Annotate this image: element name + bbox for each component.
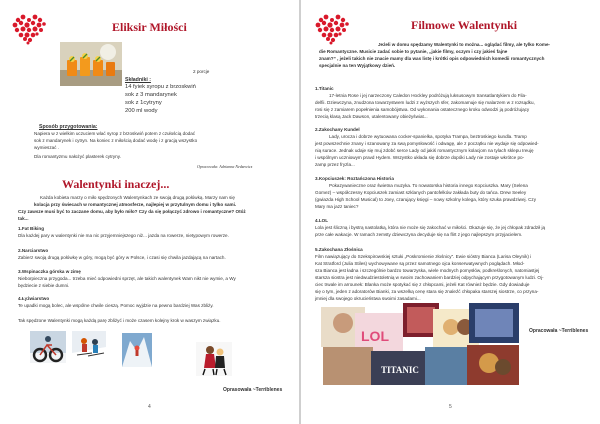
prep-line: Dla romantyzmu nałożyć plasterek cytryny.	[34, 154, 121, 159]
section-heading: 4.Łyżwiarstwo	[18, 296, 50, 301]
skating-photo	[196, 342, 232, 376]
section-heading: 1.Fat Biking	[18, 226, 45, 231]
film-line: Gomez) – współczesny Kopciuszek zamiast szklanych pantofelków zakłada buty do tańca. Drew Seeley	[315, 190, 527, 195]
film-line: zamp przez fryzla...	[315, 162, 355, 167]
film-line: jest powszechnie znany i szanowany za swą pomysłowość i odwagę, ale z początku nie wydaje się odpowied-	[315, 141, 539, 146]
heart-decoration	[6, 10, 52, 46]
prep-line: sok z mandarynek i cytryn. Na koniec z miłością dodać wodę i z gracją wszystko	[34, 138, 198, 143]
prep-line: Napiera w z wielkim uczuciem wlać syrop z brzoskwiń potem z czułością dodać	[34, 131, 196, 136]
section-line: będziecie z siebie dumni.	[18, 283, 70, 288]
section-heading: 2.Narciarstwo	[18, 248, 49, 253]
ingredient-4: 200 ml wody	[125, 108, 158, 114]
film-heading: 4.LOL	[315, 218, 329, 223]
film-line: rosi się z zamiarem popełnienia samobójstwa. Od wykonania ostatecznego kroku odwodzi ją podróżujący	[315, 107, 530, 112]
film-line: trzecią klasą Jack Dawson, utalentowany obieżyświat...	[315, 114, 428, 119]
film-line: (gwiazda High School Musical) to Joey, czarujący księgi – nowy szkolny kolega, który szuka prawdziwej. Czy	[315, 197, 537, 202]
film-line: Pokazywanieczne oraz świetna muzyka. To nowatorska historia innego Kopciuszka. Mary (Selena	[329, 183, 528, 188]
ingredient-3: sok z 1cytryny	[125, 100, 162, 106]
film-heading: 3.Kopciuszek: Roztańczona Historia	[315, 176, 394, 181]
section-line: Te upadki mogą bolec, ale wspólne chwile cieszą. Pomoc wyjdzie na pewno bardziej Was zbliży.	[18, 303, 214, 308]
right-page	[301, 0, 600, 424]
film-heading: 5.Zakochana Złośnica	[315, 247, 363, 252]
film-line: Film nawiązujący do Szekspirowskiej sztuki „Poskromienie złośnicy”. Ewie sióstry Bianca (Larisa Oleynik) i	[315, 254, 532, 259]
intro-line: Każda kobieta marzy o miło spędzonych Walentynkach ze swoją drugą połówką. Marzy nam się	[40, 195, 235, 200]
film-line: prze całe wakacje. W ramach zemsty dziewczyna decyduje się na flirt z jego najlepszym przyjacielem.	[315, 232, 523, 237]
left-page	[0, 0, 299, 424]
movie-posters-collage	[321, 303, 519, 387]
ingredient-1: 14 fyiek syropu z brzoskwiń	[125, 84, 196, 90]
page-number: 4	[148, 404, 151, 410]
film-line: Lola jest śliczną i bystrą nastolatką, która nie może się zakochać w miłości. Okazuje się, że jej chłopak zdradził ją	[315, 225, 546, 230]
section-line: Nieborpieczna przygoda... trzeba mieć odpowiedni sprzęt, ale takich walentynek Wam nikt nie wymie, a Wy	[18, 276, 236, 281]
film-line: 17-letnia Rose i jej narzeczony Caledon Hockley podróżują luksusowym transatlantykiem do Fila-	[329, 93, 527, 98]
section-line: Zabierz swoją drugą połówkę w góry, mogą być góry w Polsce, i czasi się chwila jazdającą na nartach.	[18, 255, 226, 260]
drinks-photo	[60, 42, 122, 86]
film-line: ciec trwale im arrounek: Blanka może spotykać się z chłopcami, jeżeli Kat również będzie. Gdy dowiaduje	[315, 282, 530, 287]
ski-photo	[72, 331, 106, 363]
prep-line: wymieszać .	[34, 145, 60, 150]
film-line: Mary ma jazz taniec?	[315, 204, 359, 209]
svg-text:LOL: LOL	[361, 328, 389, 344]
svg-text:TITANIC: TITANIC	[381, 365, 419, 375]
fat-bike-photo	[30, 331, 66, 363]
section-line: Dla każdej pary w walentynki nie ma nic przyjemniejszego niż... jazda na rowerze, nietypowym rowerze.	[18, 233, 229, 238]
film-line: delfii. Dziewczyna, znudzona towarzystwem ludzi z wyższych sfer, zakomamuje się malarzem w z rozsądku,	[315, 100, 535, 105]
ingredients-heading: Składniki :	[125, 77, 151, 83]
ingredient-2: sok z 3 mandarynek	[125, 92, 177, 98]
outro-text: Tak spędzone Walentynki mogą każdą parę zbliżyć i może czasem kolejny krok w waszym związku.	[18, 318, 221, 323]
film-line: nią surace. Jednak udaje się muj zdobć serce Lady od jakiś romantycznym kolacjom na tylach sklepu Ireuję	[315, 148, 534, 153]
film-line: się o tym, jeden z adoratorów Bianki, za wszelką cenę stara się znaleźć chłopaka starszej siostrze, co przyna-	[315, 289, 539, 294]
film-line: starsza siostra jest niedwudziestoletnią w swoim zachowaniem bardziej odpychającym przygotowanym ludzi. Oj-	[315, 275, 544, 280]
intro-line: znam?” , jeżeli takich nie znacie mamy dla was listę i krótki opis odpowiednich komedii romantycznych	[319, 56, 545, 61]
film-line: sza Bianca jest ładna i szczególnie bardzo towarzyska, wiele modnych pomysłów, podkreślonych, natomiastjej	[315, 268, 540, 273]
heart-decoration	[309, 10, 355, 46]
intro-line: Jeżeli w domu spędzamy Walentynki to można... oglądać filmy, ale tylko Kome-	[378, 42, 551, 47]
intro-line: kolacja przy świecach w romantycznej atmosferze, najlepiej w przytulnym domu i tylko sami.	[34, 202, 237, 207]
film-line: i wspólnym uczniowym pravd Hydem. Wszystko układa się dobrze dopóki Lady nie zostaje wkrótce po-	[315, 155, 525, 160]
film-line: Kat Stratford (Julia Stiles) wychowywane są przez samotnego ojca konserwatywnych poglądach. Młod-	[315, 261, 525, 266]
section-title: Walentynki inaczej...	[62, 177, 170, 191]
author-credit: Oprasowała ~Terriblenes	[223, 387, 283, 393]
prep-heading: Sposób przygotowania:	[39, 124, 98, 130]
section-heading: 3.Wspinaczka górska w zimę	[18, 269, 81, 274]
climbing-photo	[122, 333, 152, 367]
portions-label: 2 porcje	[193, 69, 210, 74]
intro-line: tak...	[18, 216, 29, 221]
film-heading: 1.Titanic	[315, 86, 334, 91]
intro-line: specjalnie na ten Wyjątkowy dzień.	[319, 63, 396, 68]
films-title: Filmowe Walentynki	[411, 18, 518, 32]
author-credit: Opracowała ~Terriblenes	[529, 328, 589, 334]
intro-line: die Romantyczne. Musicie zadać sobie to pytanie, „jakie filmy, oczym i czy jakieś fajne	[319, 49, 508, 54]
intro-line: Czy zawsze musi być to zaczane domu, aby było miło? Czy da się połączyć zdrowo i romantyczne? Otóż	[18, 209, 246, 214]
recipe-title: Eliksir Miłości	[112, 20, 187, 34]
recipe-credit: Opracowała: Adrianna Nedzewicz	[197, 164, 253, 169]
film-line: jmniej dla swojego okrucieństwa swoimi zasadami...	[315, 296, 421, 301]
film-line: Lady, urocza i dobrze wytuowana cocker-spanielka, spotyka Trampa, beztroskiego kundla. Tramp	[329, 134, 527, 139]
page-number: 5	[449, 404, 452, 410]
film-heading: 2.Zakochany Kundel	[315, 127, 360, 132]
